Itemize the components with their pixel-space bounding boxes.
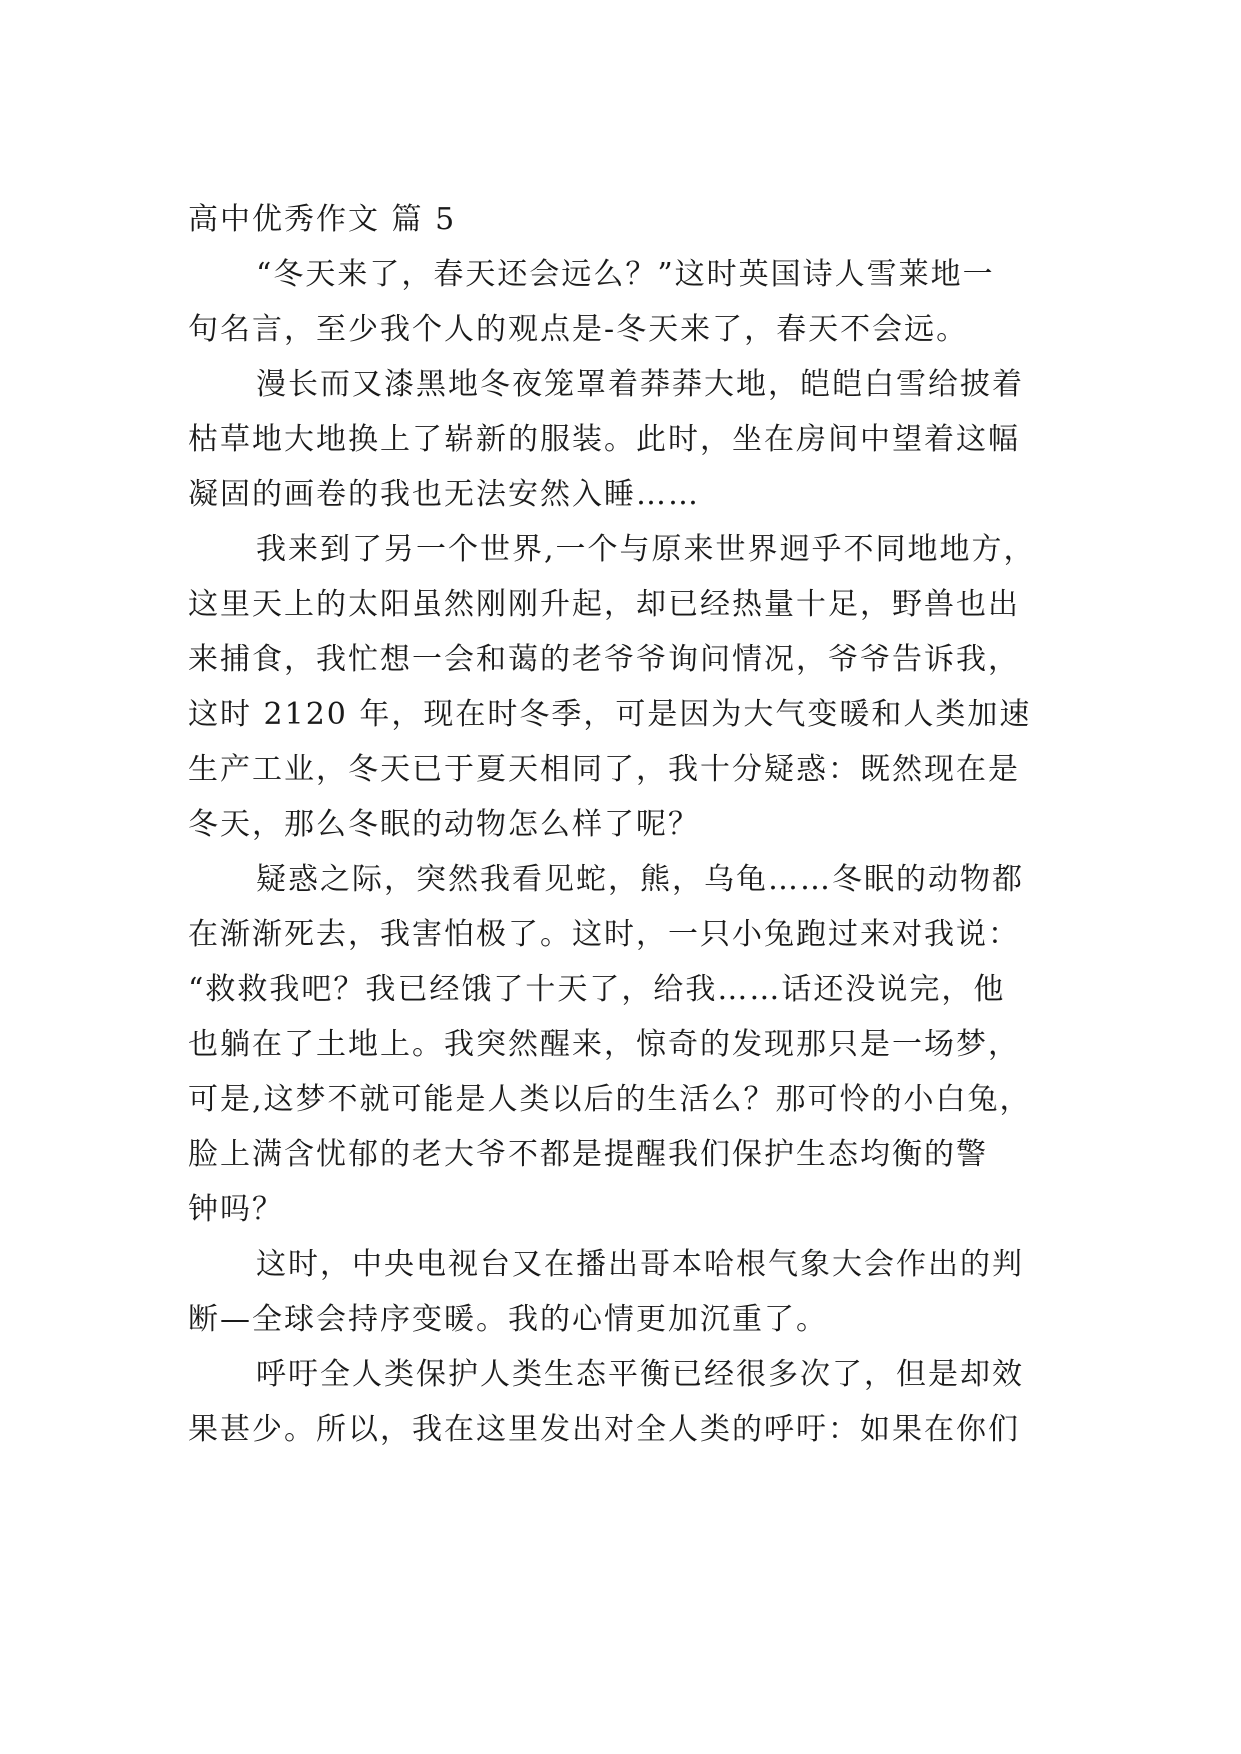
text-line: 在渐渐死去，我害怕极了。这时，一只小兔跑过来对我说： xyxy=(188,917,1020,952)
document-title: 高中优秀作文 篇 5 xyxy=(188,202,457,237)
text-line: 这时，中央电视台又在播出哥本哈根气象大会作出的判 xyxy=(256,1247,1024,1282)
text-line: 句名言，至少我个人的观点是-冬天来了，春天不会远。 xyxy=(188,312,969,347)
text-line: 疑惑之际，突然我看见蛇，熊，乌龟……冬眠的动物都 xyxy=(256,862,1024,897)
text-line: 生产工业，冬天已于夏天相同了，我十分疑惑：既然现在是 xyxy=(188,752,1020,787)
text-line: 凝固的画卷的我也无法安然入睡…… xyxy=(188,477,700,512)
text-line: “救救我吧？我已经饿了十天了，给我……话还没说完，他 xyxy=(188,972,1006,1007)
text-line: 这时 2120 年，现在时冬季，可是因为大气变暖和人类加速 xyxy=(188,697,1032,732)
text-line: 呼吁全人类保护人类生态平衡已经很多次了，但是却效 xyxy=(256,1357,1024,1392)
text-line: 我来到了另一个世界,一个与原来世界迥乎不同地地方， xyxy=(256,532,1036,567)
text-line: 也躺在了土地上。我突然醒来，惊奇的发现那只是一场梦， xyxy=(188,1027,1020,1062)
text-line: 枯草地大地换上了崭新的服装。此时，坐在房间中望着这幅 xyxy=(188,422,1020,457)
text-line: 来捕食，我忙想一会和蔼的老爷爷询问情况，爷爷告诉我， xyxy=(188,642,1020,677)
text-line: 可是,这梦不就可能是人类以后的生活么？那可怜的小白兔， xyxy=(188,1082,1032,1117)
text-line: “冬天来了，春天还会远么？”这时英国诗人雪莱地一 xyxy=(256,257,995,292)
text-line: 果甚少。所以，我在这里发出对全人类的呼吁：如果在你们 xyxy=(188,1412,1020,1447)
text-line: 冬天，那么冬眠的动物怎么样了呢？ xyxy=(188,807,700,842)
text-line: 这里天上的太阳虽然刚刚升起，却已经热量十足，野兽也出 xyxy=(188,587,1020,622)
text-line: 脸上满含忧郁的老大爷不都是提醒我们保护生态均衡的警 xyxy=(188,1137,988,1172)
text-line: 钟吗？ xyxy=(188,1192,284,1227)
text-line: 漫长而又漆黑地冬夜笼罩着莽莽大地，皑皑白雪给披着 xyxy=(256,367,1024,402)
text-line: 断—全球会持序变暖。我的心情更加沉重了。 xyxy=(188,1302,828,1337)
